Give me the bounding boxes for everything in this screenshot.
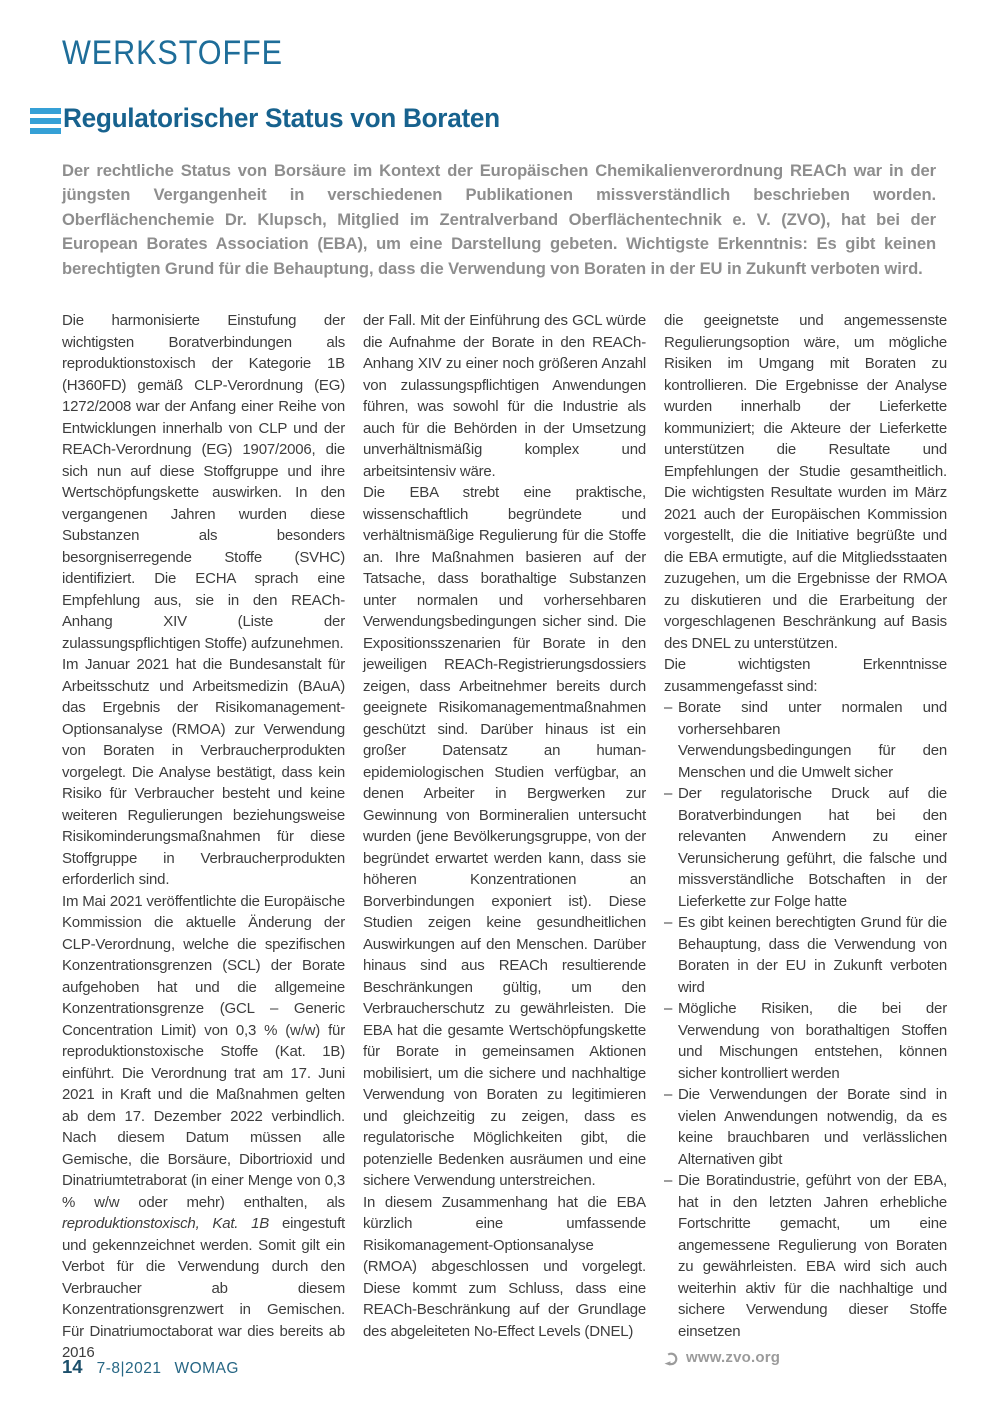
zvo-link-label: www.zvo.org	[686, 1349, 781, 1366]
menu-bars-icon	[30, 108, 61, 134]
bullet-item: – Die Boratindustrie, geführt von der EBA, hat in den letzten Jahren erhebliche Fortschritte gemacht, um eine angemessene Regulierung von Boraten zu gewährleisten. EBA wird sich auch weiterhin aktiv für die nachhaltige und sichere Verwendung dieser Stoffe einsetzen	[664, 1170, 947, 1342]
paragraph: Die wichtigsten Erkenntnisse zusammengefasst sind:	[664, 656, 947, 695]
issue-label: 7-8|2021	[96, 1360, 162, 1377]
page-number: 14	[62, 1356, 83, 1377]
bullet-dash: –	[664, 1000, 673, 1017]
paragraph: Im Mai 2021 veröffentlichte die Europäische Kommission die aktuelle Änderung der CLP-Verordnung, welche die spezifischen Konzentrationsgrenzen (SCL) der Borate aufgehoben hat und die allgemeine Konzentrationsgrenze (GCL – Generic Concentration Limit) von 0,3 % (w/w) für reproduktionstoxische Stoffe (Kat. 1B) einführt. Die Verordnung trat am 17. Juni 2021 in Kraft und die Maßnahmen gelten ab dem 17. Dezember 2022 verbindlich. Nach diesem Datum müssen alle Gemische, die Borsäure, Dibortrioxid und Dinatriumtetraborat (in einer Menge von 0,3 % w/w oder mehr) enthalten, als reproduktionstoxisch, Kat. 1B eingestuft und gekennzeichnet werden. Somit gilt ein Verbot für die Verwendung durch den Verbraucher ab diesem Konzentrationsgrenzwert in Gemischen. Für Dinatriumoctaborat war dies bereits ab 2016	[62, 892, 345, 1361]
bullet-item: – Die Verwendungen der Borate sind in vielen Anwendungen notwendig, da es keine brauchbaren und verlässlichen Alternativen gibt	[664, 1084, 947, 1170]
section-label: WERKSTOFFE	[62, 34, 283, 72]
bullet-dash: –	[664, 785, 673, 802]
bullet-item: – Es gibt keinen berechtigten Grund für die Behauptung, dass die Verwendung von Boraten in der EU in Zukunft verboten wird	[664, 912, 947, 998]
article-heading-row	[30, 103, 513, 134]
article-body	[62, 310, 946, 1369]
column-2	[363, 310, 646, 1369]
issue-and-magazine	[97, 1360, 239, 1378]
column-1	[62, 310, 345, 1369]
lead-paragraph: Der rechtliche Status von Borsäure im Kontext der Europäischen Chemikalienverordnung REACh war in der jüngsten Vergangenheit in verschiedenen Publikationen missverständlich beschrieben worden. Oberflächenchemie Dr. Klupsch, Mitglied im Zentralverband Oberflächentechnik e. V. (ZVO), hat bei der European Borates Association (EBA), um eine Darstellung gebeten. Wichtigste Erkenntnis: Es gibt keinen berechtigten Grund für die Behauptung, dass die Verwendung von Boraten in der EU in Zukunft verboten wird.	[62, 161, 936, 278]
paragraph: der Fall. Mit der Einführung des GCL würde die Aufnahme der Borate in den REACh-Anhang XIV zu einer noch größeren Anzahl von zulassungspflichtigen Anwendungen führen, was sowohl für die Industrie als auch für die Behörden in der Umsetzung unverhältnismäßig komplex und arbeitsintensiv wäre.	[363, 312, 646, 480]
column-3	[664, 310, 947, 1369]
paragraph: Die harmonisierte Einstufung der wichtigsten Boratverbindungen als reproduktionstoxisch der Kategorie 1B (H360FD) gemäß CLP-Verordnung (EG) 1272/2008 war der Anfang einer Reihe von Entwicklungen innerhalb von CLP und der REACh-Verordnung (EG) 1907/2006, die sich nun auf diese Stoffgruppe und ihre Wertschöpfungskette auswirken. In den vergangenen Jahren wurden diese Substanzen als besonders besorgniserregende Stoffe (SVHC) identifiziert. Die ECHA sprach eine Empfehlung aus, sie in den REACh-Anhang XIV (Liste der zulassungspflichtigen Stoffe) aufzunehmen.	[62, 312, 345, 652]
paragraph: die geeignetste und angemessenste Regulierungsoption wäre, um mögliche Risiken im Umgang mit Boraten zu kontrollieren. Die Ergebnisse der Analyse wurden innerhalb der Lieferkette kommuniziert; die Akteure der Lieferkette unterstützen die Resultate und Empfehlungen der Studie gesamtheitlich. Die wichtigsten Resultate wurden im März 2021 auch der Europäischen Kommission vorgestellt, die die Initiative begrüßte und die EBA ermutigte, auf die Mitgliedsstaaten zuzugehen, um die Ergebnisse der RMOA zu diskutieren und die Erarbeitung der vorgeschlagenen Beschränkung auf Basis des DNEL zu unterstützen.	[664, 312, 947, 652]
curved-arrow-icon	[664, 1352, 679, 1366]
paragraph: In diesem Zusammenhang hat die EBA kürzlich eine umfassende Risikomanagement-Optionsanalyse (RMOA) abgeschlossen und vorgelegt. Diese kommt zum Schluss, dass eine REACh-Beschränkung auf der Grundlage des abgeleiteten No-Effect Levels (DNEL)	[363, 1193, 646, 1340]
bullet-item: – Mögliche Risiken, die bei der Verwendung von borathaltigen Stoffen und Mischungen entstehen, können sicher kontrolliert werden	[664, 998, 947, 1084]
bullet-dash: –	[664, 1086, 673, 1103]
page-footer	[62, 1356, 239, 1378]
bullet-item: – Der regulatorische Druck auf die Boratverbindungen hat bei den relevanten Anwendern zu einer Verunsicherung geführt, die falsche und missverständliche Botschaften in der Lieferkette zur Folge hatte	[664, 783, 947, 912]
zvo-website-link[interactable]	[664, 1347, 947, 1369]
bullet-dash: –	[664, 1172, 673, 1189]
bullet-dash: –	[664, 699, 673, 716]
article-title: Regulatorischer Status von Boraten	[63, 103, 500, 133]
italic-classification-term: reproduktionstoxisch, Kat. 1B	[62, 1215, 270, 1232]
magazine-name: WOMAG	[174, 1360, 239, 1377]
paragraph: Im Januar 2021 hat die Bundesanstalt für Arbeitsschutz und Arbeitsmedizin (BAuA) das Ergebnis der Risikomanagement-Optionsanalyse (RMOA) zur Verwendung von Boraten in Verbraucherprodukten vorgelegt. Die Analyse bestätigt, dass kein Risiko für Verbraucher besteht und keine weiteren Regulierungen beziehungsweise Risikominderungsmaßnahmen für diese Stoffgruppe in Verbraucherprodukten erforderlich sind.	[62, 656, 345, 888]
bullet-item: – Borate sind unter normalen und vorhersehbaren Verwendungsbedingungen für den Menschen und die Umwelt sicher	[664, 697, 947, 783]
bullet-dash: –	[664, 914, 673, 931]
paragraph: Die EBA strebt eine praktische, wissenschaftlich begründete und verhältnismäßige Regulierung für die Stoffe an. Ihre Maßnahmen basieren auf der Tatsache, dass borathaltige Substanzen unter normalen und vorhersehbaren Verwendungsbedingungen sicher sind. Die Expositionsszenarien für Borate in den jeweiligen REACh-Registrierungsdossiers zeigen, dass Arbeitnehmer bereits durch geeignete Risikomanagementmaßnahmen geschützt sind. Darüber hinaus ist ein großer Datensatz an human-epidemiologischen Studien verfügbar, an denen Arbeiter in Bergwerken zur Gewinnung von Bormineralien untersucht wurden (jene Bevölkerungsgruppe, von der begründet erwartet werden kann, dass sie höheren Konzentrationen an Borverbindungen exponiert ist). Diese Studien zeigen keine gesundheitlichen Auswirkungen auf den Menschen. Darüber hinaus sind aus REACh resultierende Beschränkungen gültig, um den Verbraucherschutz zu gewährleisten. Die EBA hat die gesamte Wertschöpfungskette für Borate in gemeinsamen Aktionen mobilisiert, um die sichere und nachhaltige Verwendung von Boraten zu legitimieren und gleichzeitig zu zeigen, dass es regulatorische Möglichkeiten gibt, die potenzielle Bedenken ausräumen und eine sichere Verwendung unterstreichen.	[363, 484, 646, 1189]
